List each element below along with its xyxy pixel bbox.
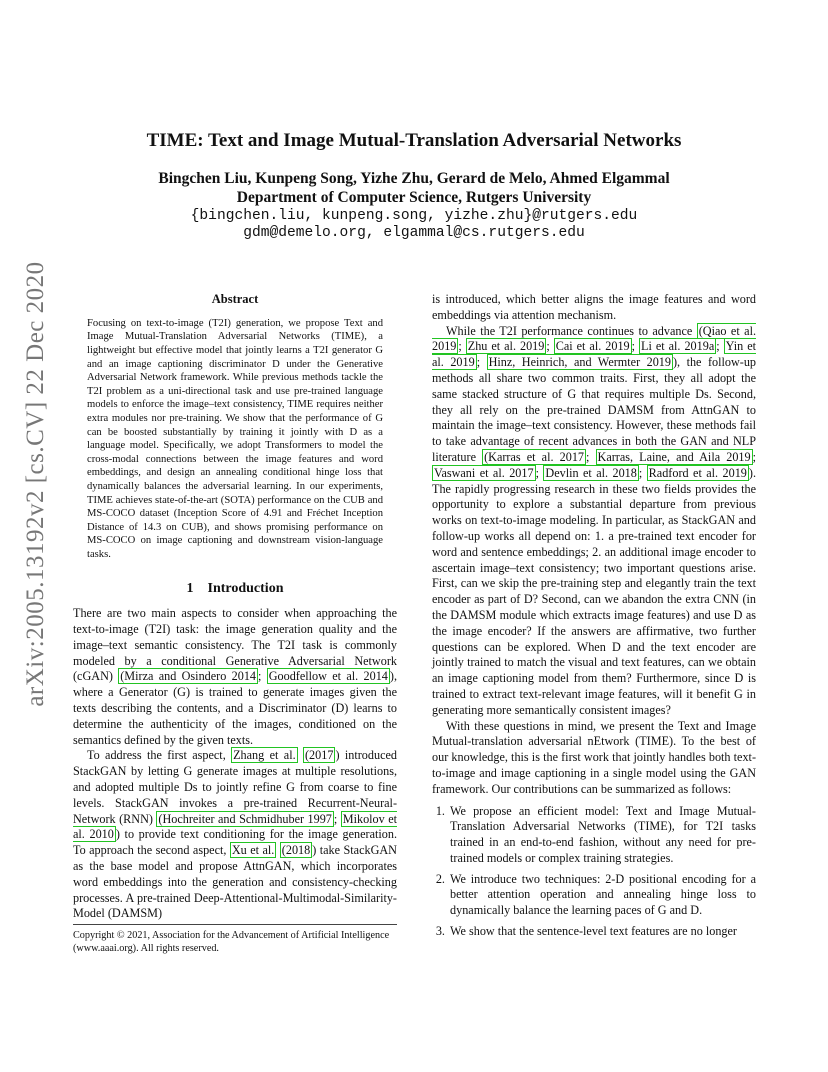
contribution-item: 1. We propose an efficient model: Text and Image Mutual-Translation Adversarial Networks (TIME), for T2I tasks trained in an end-to-end fashion, without any need for pre-trained models or complex training strategies. (448, 804, 756, 867)
citation-link[interactable]: Vaswani et al. 2017 (434, 465, 534, 480)
paper-title: TIME: Text and Image Mutual-Translation Adversarial Networks (146, 130, 682, 151)
abstract-heading: Abstract (211, 292, 259, 306)
copyright-notice: Copyright © 2021, Association for the Advancement of Artificial Intelligence (www.aaai.org). All rights reserved. (73, 924, 397, 955)
left-column (73, 292, 397, 922)
right-paragraph-2: While the T2I performance continues to advance (Qiao et al. 2019 ; Zhu et al. 2019 ; Cai et al. 2019 ; Li et al. 2019a ; Yin et al. 2019 ; Hinz, Heinrich, and Wermter 2019 ), the follow-up methods all share two common traits. First, they all adopt the same stacked structure of G that requires multiple Ds. Second, they all rely on the pre-trained DAMSM from AttnGAN to maintain the image–text consistency. However, these methods fail to take advantage of recent advances in both the GAN and NLP literature (Karras et al. 2017 ; Karras, Laine, and Aila 2019 ; Vaswani et al. 2017 ; Devlin et al. 2018 ; Radford et al. 2019 ). The rapidly progressing research in these two fields provides the opportunity to explore a substantial departure from previous works on text-to-image modeling. In particular, as StackGAN and follow-up works all depend on: 1. a pre-trained text encoder for word and sentence embeddings; 2. an additional image encoder to ascertain image–text consistency; two important questions arise. First, can we skip the pre-training step and elegantly train the text encoder as part of D? Second, can we abandon the extra CNN (in the DAMSM module which extracts image features) and use D as the image encoder? If the answers are affirmative, two further questions can be explored. When D and the text encoder are jointly trained to match the visual and text features, can we obtain an image captioning model from them? Furthermore, since D is trained to extract text-relevant image features, will it benefit G in generating more semantically consistent images? (432, 323, 757, 717)
citation-link[interactable]: (Karras et al. 2017 (484, 449, 585, 464)
intro-paragraph-2: To address the first aspect, Zhang et al. (2017 ) introduced StackGAN by letting G generate images at multiple resolutions, and adopted multiple Ds to jointly refine G from coarse to fine levels. StackGAN invokes a pre-trained Recurrent-Neural-Network (RNN) (Hochreiter and Schmidhuber 1997 ; Mikolov et al. 2010 ) to provide text conditioning for the image generation. To approach the second aspect, Xu et al. (2018 ) take StackGAN as the base model and propose AttnGAN, which incorporates word embeddings into the generation and consistency-checking processes. A pre-trained Deep-Attentional-Multimodal-Similarity-Model (DAMSM) (73, 748, 397, 921)
citation-link[interactable]: (Qiao et al. 2019 (432, 323, 756, 354)
section-heading-introduction (73, 581, 397, 597)
arxiv-sidebar (6, 261, 66, 707)
right-paragraph-3: With these questions in mind, we present the Text and Image Mutual-translation adversarial nEtwork (TIME). To the best of our knowledge, this is the first work that jointly handles both text-to-image and image captioning in a single model using the GAN framework. Our contributions can be summarized as follows: (432, 718, 756, 796)
arxiv-identifier: arXiv:2005.13192v2 [cs.CV] 22 Dec 2020 (22, 261, 49, 707)
citation-link[interactable]: Radford et al. 2019 (648, 465, 747, 480)
citation-link[interactable]: (2017 (305, 748, 334, 763)
contribution-item: 3. We show that the sentence-level text features are no longer (448, 924, 756, 940)
citation-link[interactable]: Goodfellow et al. 2014 (268, 669, 388, 684)
right-paragraph-1: is introduced, which better aligns the image features and word embeddings via attention mechanism. (432, 292, 756, 322)
citation-link[interactable]: Cai et al. 2019 (555, 339, 630, 354)
intro-paragraph-1: There are two main aspects to consider when approaching the text-to-image (T2I) task: the image generation quality and the image–text semantic consistency. The T2I task is commonly modeled by a conditional Generative Adversarial Network (cGAN) (Mirza and Osindero 2014 ; Goodfellow et al. 2014 ), where a Generator (G) is trained to generate images given the texts describing the contents, and a Discriminator (D) learns to determine the authenticity of the images, conditioned on the semantics defined by the given texts. (73, 606, 398, 747)
citation-link[interactable]: Hinz, Heinrich, and Wermter 2019 (488, 355, 671, 370)
author-emails (0, 208, 828, 242)
citation-link[interactable]: Zhang et al. (233, 748, 296, 763)
citation-link[interactable]: (Hochreiter and Schmidhuber 1997 (158, 811, 332, 826)
author-names: Bingchen Liu, Kunpeng Song, Yizhe Zhu, Gerard de Melo, Ahmed Elgammal (158, 170, 670, 187)
author-block (0, 169, 828, 207)
email-line-2: gdm@demelo.org, elgammal@cs.rutgers.edu (243, 225, 585, 241)
right-column (432, 292, 756, 945)
citation-link[interactable]: Li et al. 2019a (641, 339, 715, 354)
citation-link[interactable]: Zhu et al. 2019 (467, 339, 545, 354)
citation-link[interactable]: (2018 (281, 843, 311, 858)
citation-link[interactable]: Karras, Laine, and Aila 2019 (597, 449, 751, 464)
section-number: 1 (186, 581, 194, 597)
author-affiliation: Department of Computer Science, Rutgers University (236, 189, 592, 206)
section-title: Introduction (207, 581, 284, 597)
contribution-item: 2. We introduce two techniques: 2-D positional encoding for a better attention operation and annealing hinge loss to dynamically balance the learning paces of G and D. (448, 872, 756, 919)
email-line-1: {bingchen.liu, kunpeng.song, yizhe.zhu}@rutgers.edu (190, 208, 638, 224)
contributions-list (432, 804, 756, 940)
citation-link[interactable]: Xu et al. (231, 843, 275, 858)
citation-link[interactable]: Devlin et al. 2018 (545, 465, 637, 480)
abstract-text: Focusing on text-to-image (T2I) generation, we propose Text and Image Mutual-Translation Adversarial Networks (TIME), a lightweight but effective model that jointly learns a T2I generator G and an image captioning discriminator D under the Generative Adversarial Network framework. While previous methods tackle the T2I problem as a uni-directional task and use pre-trained language models to enforce the image–text consistency, TIME requires neither extra modules nor pre-training. We show that the performance of G can be boosted substantially by training it jointly with D as a language model. Specifically, we adopt Transformers to model the cross-modal connections between the image features and word embeddings, and design an annealing conditional hinge loss that dynamically balances the adversarial learning. In our experiments, TIME achieves state-of-the-art (SOTA) performance on the CUB and MS-COCO dataset (Inception Score of 4.91 and Fréchet Inception Distance of 14.3 on CUB), and shows promising performance on MS-COCO on image captioning and downstream vision-language tasks. (87, 317, 383, 560)
citation-link[interactable]: Mikolov et al. 2010 (73, 811, 397, 842)
citation-link[interactable]: Yin et al. 2019 (432, 339, 756, 370)
citation-link[interactable]: (Mirza and Osindero 2014 (120, 669, 257, 684)
